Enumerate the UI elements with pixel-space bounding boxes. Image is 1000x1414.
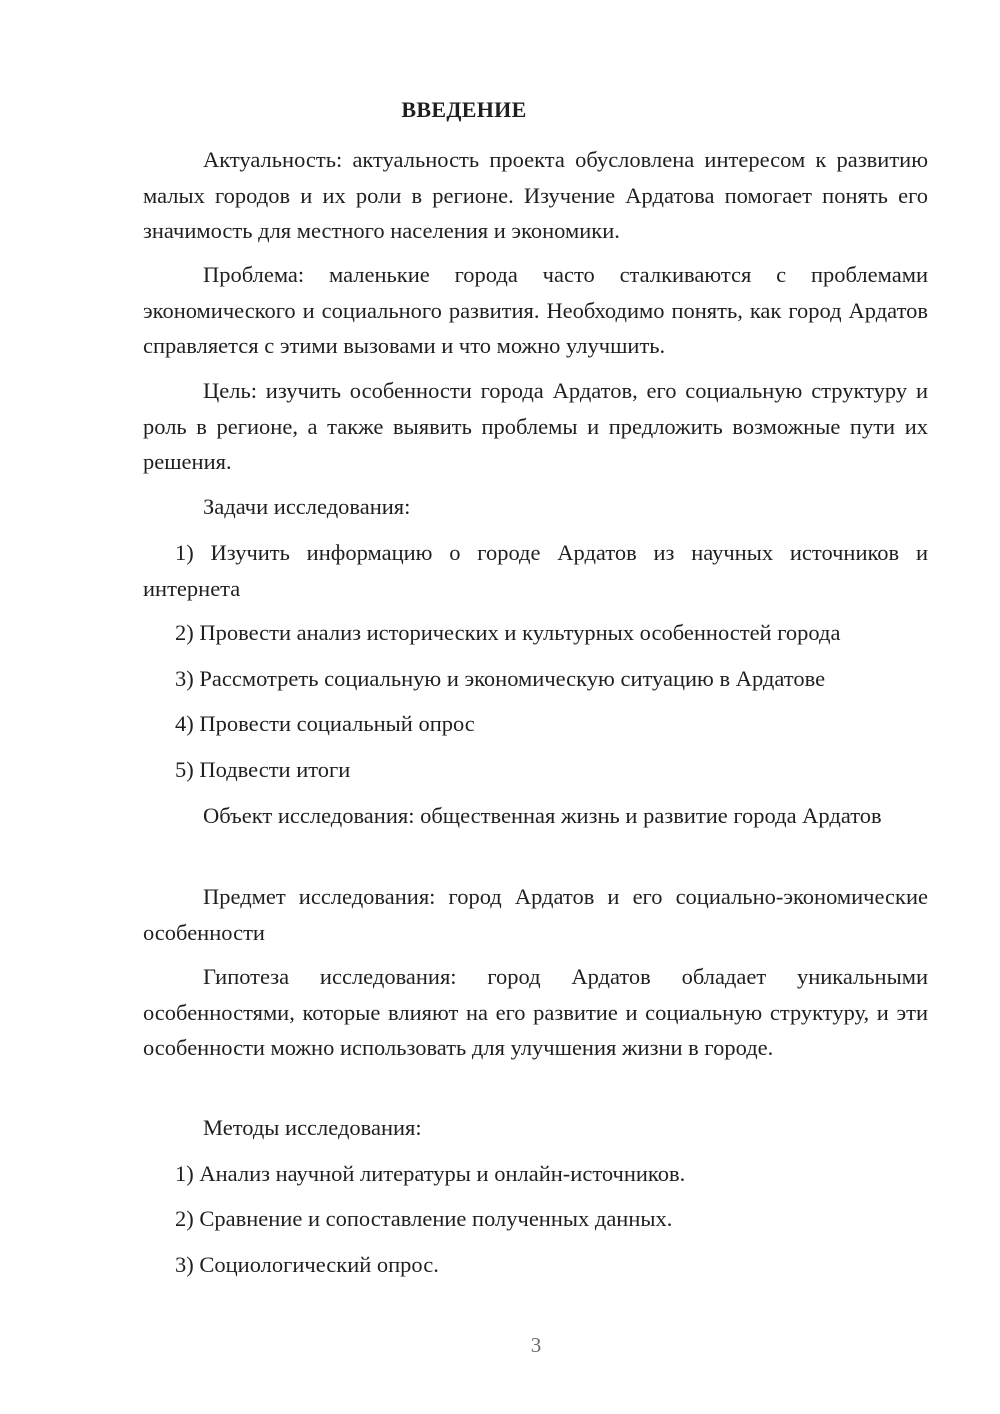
method-item-1: 1) Анализ научной литературы и онлайн-источников. xyxy=(175,1161,686,1186)
page-title-text: ВВЕДЕНИЕ xyxy=(401,97,527,122)
method-item-2: 2) Сравнение и сопоставление полученных данных. xyxy=(175,1206,673,1231)
task-item-1: 1) Изучить информацию о городе Ардатов из научных источников и интернета xyxy=(143,540,928,601)
task-item-2: 2) Провести анализ исторических и культурных особенностей города xyxy=(175,620,841,645)
tasks-heading: Задачи исследования: xyxy=(203,494,411,519)
task-item-4: 4) Провести социальный опрос xyxy=(175,711,475,736)
methods-heading: Методы исследования: xyxy=(203,1115,422,1140)
paragraph-subject: Предмет исследования: город Ардатов и его социально-экономические особенности xyxy=(143,884,928,945)
task-item-3: 3) Рассмотреть социальную и экономическую ситуацию в Ардатове xyxy=(175,666,826,691)
paragraph-actuality: Актуальность: актуальность проекта обусловлена интересом к развитию малых городов и их роли в регионе. Изучение Ардатова помогает понять его значимость для местного населения и экономики. xyxy=(143,147,928,243)
method-item-3: 3) Социологический опрос. xyxy=(175,1252,439,1277)
paragraph-hypothesis: Гипотеза исследования: город Ардатов обладает уникальными особенностями, которые влияют на его развитие и социальную структуру, и эти особенности можно использовать для улучшения жизни в городе. xyxy=(143,964,928,1060)
paragraph-goal: Цель: изучить особенности города Ардатов, его социальную структуру и роль в регионе, а также выявить проблемы и предложить возможные пути их решения. xyxy=(143,378,928,474)
paragraph-object: Объект исследования: общественная жизнь и развитие города Ардатов xyxy=(203,803,882,828)
task-item-5: 5) Подвести итоги xyxy=(175,757,351,782)
page-number: 3 xyxy=(530,1333,542,1357)
paragraph-problem: Проблема: маленькие города часто сталкиваются с проблемами экономического и социального развития. Необходимо понять, как город Ардатов справляется с этими вызовами и что можно улучшить. xyxy=(143,262,928,358)
page-title xyxy=(72,96,1000,124)
